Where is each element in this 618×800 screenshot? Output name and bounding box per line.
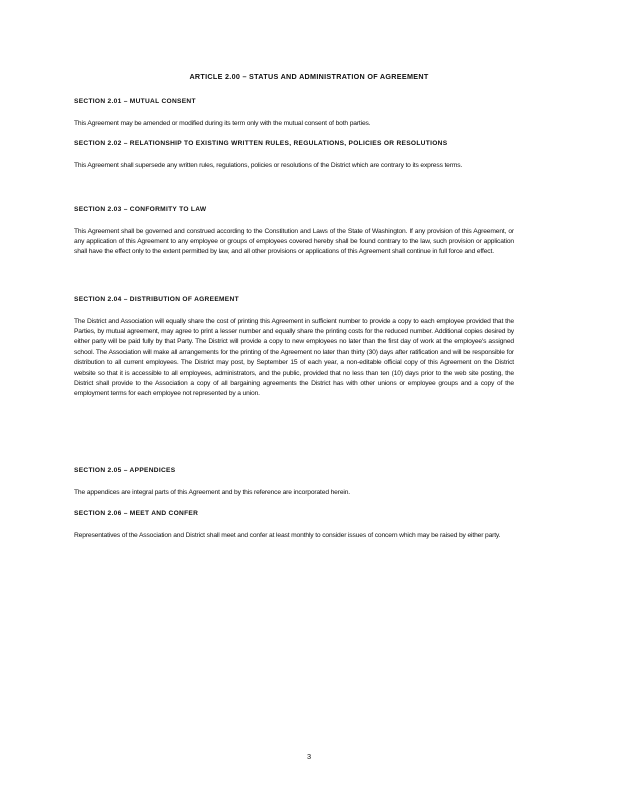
section-2-02 xyxy=(74,139,514,171)
section-heading: SECTION 2.06 – MEET AND CONFER xyxy=(74,510,199,517)
section-body: Representatives of the Association and District shall meet and confer at least monthly to consider issues of concern which may be raised by either party. xyxy=(74,531,501,539)
section-body: This Agreement may be amended or modified during its term only with the mutual consent of both parties. xyxy=(74,119,371,127)
page-number: 3 xyxy=(306,752,312,761)
section-2-06 xyxy=(74,509,514,541)
section-2-04 xyxy=(74,295,514,400)
section-2-03 xyxy=(74,205,514,258)
section-heading: SECTION 2.05 – APPENDICES xyxy=(74,467,176,474)
section-body: This Agreement shall be governed and construed according to the Constitution and Laws of the State of Washington. If any provision of this Agreement, or any application of this Agreement to any employee or groups of employees covered hereby shall be found contrary to the law, such provision or application shall have the effect only to the extent permitted by law, and all other provisions or applications of this Agreement shall continue in full force and effect. xyxy=(74,227,514,256)
article-title: ARTICLE 2.00 – STATUS AND ADMINISTRATION OF AGREEMENT xyxy=(189,72,429,81)
section-2-05 xyxy=(74,466,514,498)
section-2-01 xyxy=(74,97,514,129)
section-heading: SECTION 2.03 – CONFORMITY TO LAW xyxy=(74,206,207,213)
section-heading: SECTION 2.02 – RELATIONSHIP TO EXISTING WRITTEN RULES, REGULATIONS, POLICIES OR RESOLUTIONS xyxy=(74,140,448,147)
section-body: The District and Association will equally share the cost of printing this Agreement in sufficient number to provide a copy to each employee provided that the Parties, by mutual agreement, may agree to print a lesser number and equally share the printing costs for the reduced number. Additional copies desired by either party will be paid fully by that Party. The District will provide a copy to new employees no later than the first day of work at the employee's assigned school. The Association will make all arrangements for the printing of the Agreement no later than thirty (30) days after ratification and will be responsible for distribution to all current employees. The District may post, by September 15 of each year, a non-editable official copy of this Agreement on the District website so that it is accessible to all employees, administrators, and the public, provided that no less than ten (10) days prior to the web site posting, the District shall provide to the Association a copy of all bargaining agreements the District has with other unions or employee groups and a copy of the employment terms for each employee not represented by a union. xyxy=(74,317,514,398)
section-body: This Agreement shall supersede any written rules, regulations, policies or resolutions of the District which are contrary to its express terms. xyxy=(74,161,463,169)
section-heading: SECTION 2.01 – MUTUAL CONSENT xyxy=(74,98,196,105)
section-heading: SECTION 2.04 – DISTRIBUTION OF AGREEMENT xyxy=(74,296,239,303)
section-body: The appendices are integral parts of this Agreement and by this reference are incorporated herein. xyxy=(74,488,351,496)
